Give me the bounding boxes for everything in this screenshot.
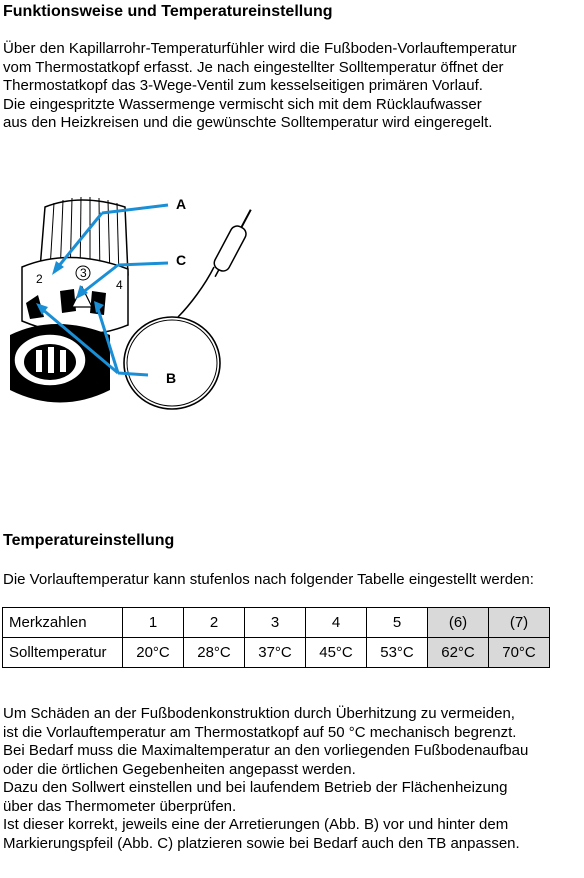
temperature-table <box>2 607 550 668</box>
capillary-coil-inner <box>127 320 217 406</box>
outro-line: über das Thermometer überprüfen. <box>3 797 237 815</box>
dial-mark-4: 4 <box>116 278 123 292</box>
mark-cell: 1 <box>123 608 184 638</box>
outro-line: Um Schäden an der Fußbodenkonstruktion durch Überhitzung zu vermeiden, <box>3 705 515 722</box>
callout-label-b: B <box>166 370 177 386</box>
temperature-sensor-probe <box>208 206 258 281</box>
section-heading-function: Funktionsweise und Temperatureinstellung <box>3 3 333 20</box>
dial-mark-2: 2 <box>36 272 43 286</box>
intro-paragraph <box>3 40 517 133</box>
outro-line: oder die örtlichen Gegebenheiten angepasst werden. <box>3 760 356 778</box>
capillary-coil <box>124 317 220 409</box>
mark-cell: 3 <box>245 608 306 638</box>
temp-cell: 45°C <box>306 638 367 668</box>
intro-line: aus den Heizkreisen und die gewünschte Solltemperatur wird eingeregelt. <box>3 114 493 131</box>
temp-cell: 20°C <box>123 638 184 668</box>
intro-line: vom Thermostatkopf erfasst. Je nach eingestellter Solltemperatur öffnet der <box>3 58 504 76</box>
outro-line: ist die Vorlauftemperatur am Thermostatkopf auf 50 °C mechanisch begrenzt. <box>3 723 517 741</box>
intro-line: Über den Kapillarrohr-Temperaturfühler wird die Fußboden-Vorlauftemperatur <box>3 40 517 57</box>
mark-cell: 4 <box>306 608 367 638</box>
section-heading-temperature: Temperatureinstellung <box>3 532 175 549</box>
temp-cell: 28°C <box>184 638 245 668</box>
outro-line: Ist dieser korrekt, jeweils eine der Arretierungen (Abb. B) vor und hinter dem <box>3 816 509 833</box>
thermostat-drawing <box>0 185 300 445</box>
row-label-temps: Solltemperatur <box>3 638 123 668</box>
mark-cell-shaded: (7) <box>489 608 550 638</box>
mark-cell: 2 <box>184 608 245 638</box>
table-intro-text: Die Vorlauftemperatur kann stufenlos nach folgender Tabelle eingestellt werden: <box>3 571 534 588</box>
outro-line: Bei Bedarf muss die Maximaltemperatur an den vorliegenden Fußbodenaufbau <box>3 742 529 759</box>
table-row-marks <box>3 608 550 638</box>
capillary-tube <box>178 267 214 317</box>
callout-label-a: A <box>176 196 187 212</box>
row-label-marks: Merkzahlen <box>3 608 123 638</box>
thermostat-head <box>10 197 128 403</box>
outro-line: Markierungspfeil (Abb. C) platzieren sowie bei Bedarf auch den TB anpassen. <box>3 834 520 852</box>
table-row-temps <box>3 638 550 668</box>
outro-paragraph <box>3 705 528 853</box>
temp-cell-shaded: 70°C <box>489 638 550 668</box>
thermostat-head-illustration <box>0 185 300 445</box>
mark-cell: 5 <box>367 608 428 638</box>
intro-line: Thermostatkopf das 3-Wege-Ventil zum kesselseitigen primären Vorlauf. <box>3 77 483 94</box>
temp-cell: 37°C <box>245 638 306 668</box>
mark-cell-shaded: (6) <box>428 608 489 638</box>
outro-line: Dazu den Sollwert einstellen und bei laufendem Betrieb der Flächenheizung <box>3 779 508 796</box>
temp-cell: 53°C <box>367 638 428 668</box>
temp-cell-shaded: 62°C <box>428 638 489 668</box>
dial-mark-3: 3 <box>80 266 87 280</box>
callout-label-c: C <box>176 252 187 268</box>
intro-line: Die eingespritzte Wassermenge vermischt sich mit dem Rücklaufwasser <box>3 95 482 113</box>
